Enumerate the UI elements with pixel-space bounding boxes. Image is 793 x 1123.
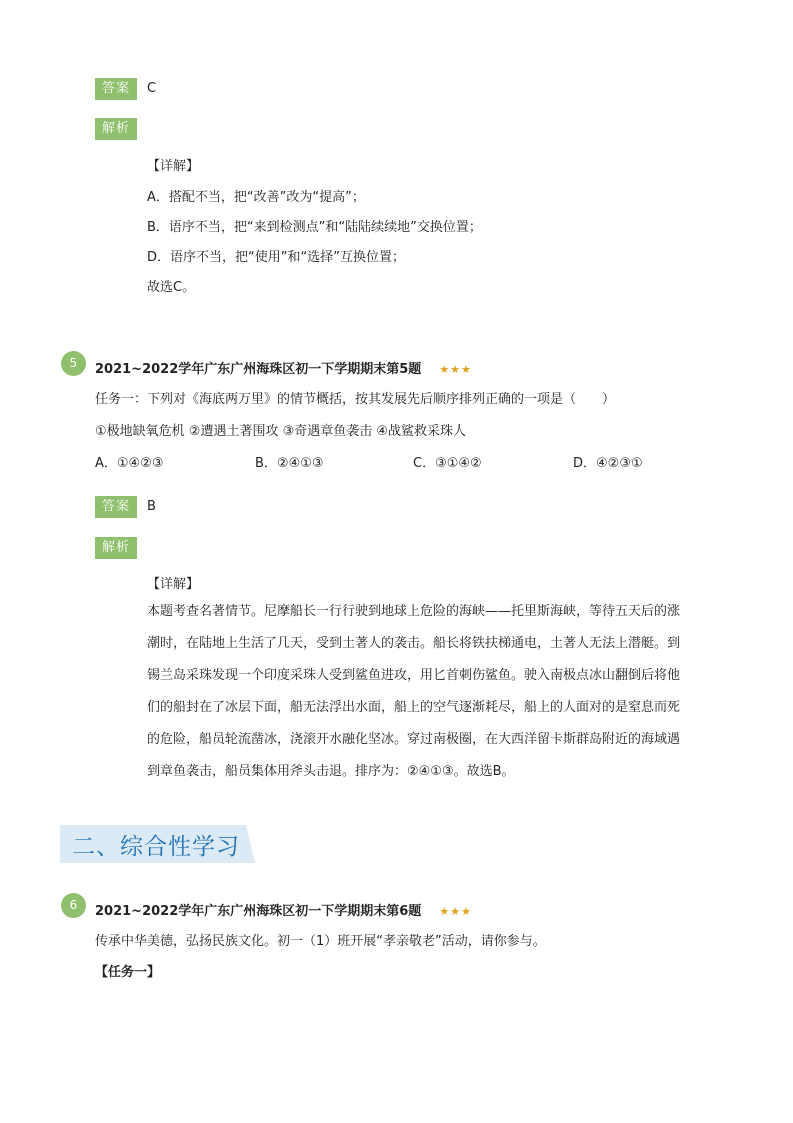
- question-number-badge: 5: [61, 351, 86, 376]
- explanation-line: B．语序不当，把“来到检测点”和“陆陆续续地”交换位置；: [147, 220, 482, 235]
- explanation-line: A．搭配不当，把“改善”改为“提高”；: [147, 190, 365, 205]
- detail-heading: 【详解】: [147, 159, 200, 174]
- explanation-line: 锡兰岛采珠发现一个印度采珠人受到鲨鱼进攻，用匕首刺伤鲨鱼。驶入南极点冰山翻倒后将他: [147, 668, 681, 683]
- answer-value: C: [147, 81, 157, 96]
- question-number-badge: 6: [61, 893, 86, 918]
- question-source: 2021~2022学年广东广州海珠区初一下学期期末第5题: [95, 362, 422, 377]
- question-source: 2021~2022学年广东广州海珠区初一下学期期末第6题: [95, 904, 422, 919]
- explanation-paragraph: [147, 596, 725, 788]
- explanation-line: 到章鱼袭击，船员集体用斧头击退。排序为：②④①③。故选B。: [147, 764, 515, 779]
- explanation-line: 的危险，船员轮流凿冰，浇滚开水融化坚冰。穿过南极圈，在大西洋留卡斯群岛附近的海域遇: [147, 732, 681, 747]
- answer-tag: 答案: [95, 496, 137, 518]
- question-title: [95, 358, 472, 377]
- question-stem: 任务一：下列对《海底两万里》的情节概括，按其发展先后顺序排列正确的一项是（ ）: [95, 392, 616, 407]
- option-a[interactable]: A．①④②③: [95, 456, 164, 471]
- option-d[interactable]: D．④②③①: [573, 456, 643, 471]
- question-stem: 传承中华美德，弘扬民族文化。初一（1）班开展“孝亲敬老”活动，请你参与。: [95, 934, 546, 949]
- question-items: ①极地缺氧危机 ②遭遇土著围攻 ③奇遇章鱼袭击 ④战鲨救采珠人: [95, 424, 467, 439]
- analysis-tag: 解析: [95, 118, 137, 140]
- task-heading: 【任务一】: [95, 965, 161, 980]
- answer-tag: 答案: [95, 78, 137, 100]
- explanation-line: D．语序不当，把“使用”和“选择”互换位置；: [147, 250, 405, 265]
- explanation-line: 故选C。: [147, 280, 196, 295]
- answer-value: B: [147, 499, 156, 514]
- difficulty-stars: ★★★: [439, 363, 472, 376]
- explanation-line: 本题考查名著情节。尼摩船长一行行驶到地球上危险的海峡——托里斯海峡，等待五天后的涨: [147, 604, 681, 619]
- section-title: 二、综合性学习: [72, 834, 240, 860]
- section-heading: [60, 825, 255, 863]
- analysis-tag: 解析: [95, 537, 137, 559]
- explanation-line: 潮时，在陆地上生活了几天，受到土著人的袭击。船长将铁扶梯通电，土著人无法上潜艇。到: [147, 636, 681, 651]
- detail-heading: 【详解】: [147, 577, 200, 592]
- question-title: [95, 900, 472, 919]
- explanation-line: 们的船封在了冰层下面，船无法浮出水面，船上的空气逐渐耗尽，船上的人面对的是窒息而死: [147, 700, 681, 715]
- difficulty-stars: ★★★: [439, 905, 472, 918]
- option-c[interactable]: C．③①④②: [413, 456, 482, 471]
- option-b[interactable]: B．②④①③: [255, 456, 324, 471]
